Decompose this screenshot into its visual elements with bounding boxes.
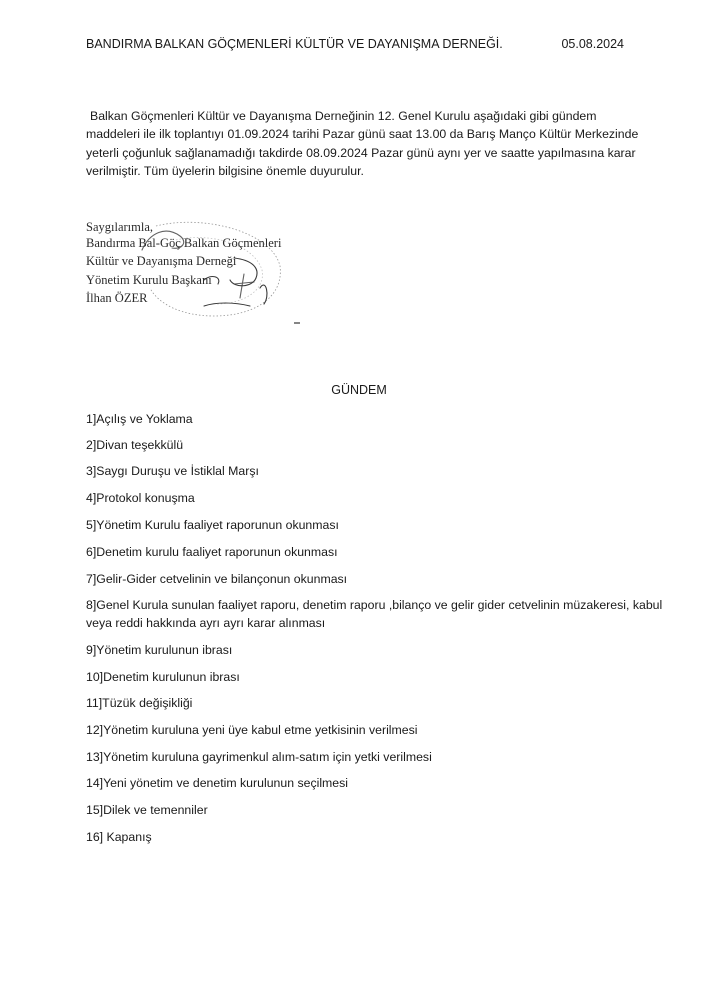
signature-org-line-2: Kültür ve Dayanışma Derneği <box>86 254 237 268</box>
organization-name: BANDIRMA BALKAN GÖÇMENLERİ KÜLTÜR VE DAYANIŞMA DERNEĞİ. <box>86 37 503 51</box>
signature-block <box>84 218 304 333</box>
agenda-item: 6]Denetim kurulu faaliyet raporunun okunması <box>86 545 338 559</box>
agenda-item: 4]Protokol konuşma <box>86 491 195 505</box>
agenda-item: 13]Yönetim kuruluna gayrimenkul alım-satım için yetki verilmesi <box>86 750 432 764</box>
signature-closing: Saygılarımla, <box>86 220 153 234</box>
agenda-item: 10]Denetim kurulunun ibrası <box>86 670 240 684</box>
agenda-item: 1]Açılış ve Yoklama <box>86 412 193 426</box>
agenda-item: 3]Saygı Duruşu ve İstiklal Marşı <box>86 464 259 478</box>
signature-name: İlhan ÖZER <box>86 291 148 305</box>
signature-role: Yönetim Kurulu Başkanı <box>86 273 212 287</box>
agenda-item: 9]Yönetim kurulunun ibrası <box>86 643 233 657</box>
agenda-title: GÜNDEM <box>331 383 387 397</box>
agenda-item: 16] Kapanış <box>86 830 152 844</box>
agenda-item: 5]Yönetim Kurulu faaliyet raporunun okunması <box>86 518 339 532</box>
agenda-list <box>86 410 666 846</box>
signature-scribble <box>84 218 304 333</box>
agenda-item: 12]Yönetim kuruluna yeni üye kabul etme yetkisinin verilmesi <box>86 723 418 737</box>
agenda-item: 2]Divan teşekkülü <box>86 438 184 452</box>
document-header <box>86 37 624 51</box>
agenda-item: 7]Gelir-Gider cetvelinin ve bilançonun okunması <box>86 572 348 586</box>
agenda-item: 14]Yeni yönetim ve denetim kurulunun seçilmesi <box>86 776 349 790</box>
agenda-item: 15]Dilek ve temenniler <box>86 803 208 817</box>
signature-org-line-1: Bandırma Bal-Göç Balkan Göçmenleri <box>86 236 282 250</box>
announcement-paragraph: Balkan Göçmenleri Kültür ve Dayanışma Derneğinin 12. Genel Kurulu aşağıdaki gibi gündem maddeleri ile ilk toplantıyı 01.09.2024 tarihi Pazar günü saat 13.00 da Barış Manço Kültür Merkezinde yeterli çoğunluk sağlanamadığı takdirde 08.09.2024 Pazar günü aynı yer ve saatte yapılmasına karar verilmiştir. Tüm üyelerin bilgisine önemle duyurulur. <box>86 109 639 178</box>
agenda-item: 11]Tüzük değişikliği <box>86 696 193 710</box>
document-date: 05.08.2024 <box>561 37 624 51</box>
agenda-item: 8]Genel Kurula sunulan faaliyet raporu, denetim raporu ,bilanço ve gelir gider cetvelinin müzakeresi, kabul veya reddi hakkında ayrı ayrı karar alınması <box>86 598 663 630</box>
